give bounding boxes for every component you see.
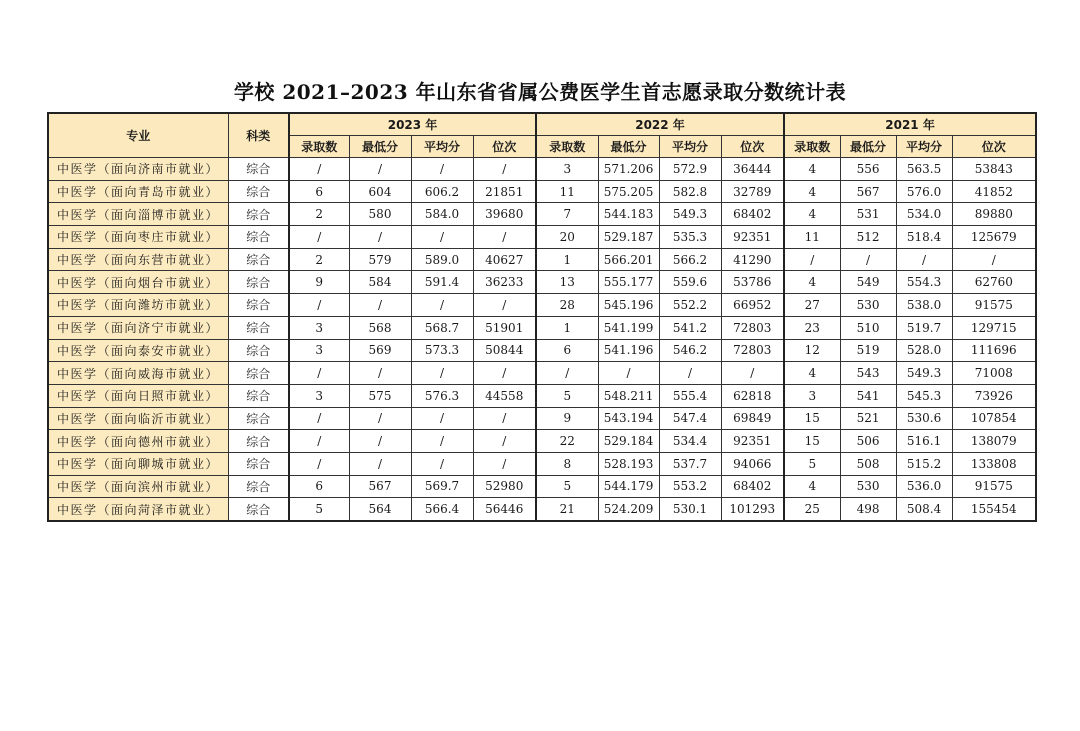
cell-rank-2023: 56446	[473, 498, 536, 521]
cell-admitted-2022: 5	[536, 475, 598, 498]
cell-avg-score-2021: 518.4	[896, 226, 952, 249]
admission-stats-table	[47, 112, 1037, 522]
cell-avg-score-2023: 569.7	[411, 475, 473, 498]
cell-avg-score-2022: 541.2	[659, 316, 721, 339]
cell-min-score-2023: 580	[349, 203, 411, 226]
subheader-min-score: 最低分	[598, 136, 659, 158]
table-row	[48, 226, 1036, 249]
header-category: 科类	[228, 113, 289, 158]
cell-rank-2021: 107854	[952, 407, 1036, 430]
cell-category: 综合	[228, 226, 289, 249]
cell-admitted-2023: /	[289, 452, 349, 475]
cell-major: 中医学（面向济宁市就业）	[48, 316, 228, 339]
cell-avg-score-2022: 535.3	[659, 226, 721, 249]
cell-category: 综合	[228, 362, 289, 385]
cell-rank-2023: 40627	[473, 248, 536, 271]
cell-avg-score-2021: 534.0	[896, 203, 952, 226]
cell-min-score-2022: 544.183	[598, 203, 659, 226]
cell-avg-score-2022: 572.9	[659, 158, 721, 181]
cell-admitted-2021: 25	[784, 498, 840, 521]
cell-rank-2022: 36444	[721, 158, 784, 181]
cell-admitted-2023: /	[289, 158, 349, 181]
cell-admitted-2022: 13	[536, 271, 598, 294]
cell-category: 综合	[228, 498, 289, 521]
cell-admitted-2021: 4	[784, 180, 840, 203]
cell-avg-score-2021: 576.0	[896, 180, 952, 203]
cell-admitted-2021: 15	[784, 430, 840, 453]
cell-rank-2021: 53843	[952, 158, 1036, 181]
cell-avg-score-2021: 530.6	[896, 407, 952, 430]
cell-min-score-2022: 575.205	[598, 180, 659, 203]
cell-min-score-2021: 506	[840, 430, 896, 453]
cell-rank-2022: 72803	[721, 339, 784, 362]
cell-admitted-2023: 9	[289, 271, 349, 294]
cell-avg-score-2023: /	[411, 294, 473, 317]
cell-rank-2023: 44558	[473, 384, 536, 407]
cell-rank-2022: 69849	[721, 407, 784, 430]
cell-rank-2023: /	[473, 158, 536, 181]
cell-admitted-2023: /	[289, 407, 349, 430]
cell-min-score-2023: 584	[349, 271, 411, 294]
cell-avg-score-2023: 589.0	[411, 248, 473, 271]
cell-min-score-2022: 544.179	[598, 475, 659, 498]
cell-avg-score-2023: /	[411, 226, 473, 249]
cell-admitted-2021: 11	[784, 226, 840, 249]
cell-rank-2021: 41852	[952, 180, 1036, 203]
cell-min-score-2023: /	[349, 294, 411, 317]
cell-rank-2022: 68402	[721, 475, 784, 498]
cell-admitted-2021: 4	[784, 203, 840, 226]
cell-avg-score-2023: 606.2	[411, 180, 473, 203]
cell-admitted-2023: 3	[289, 339, 349, 362]
cell-min-score-2022: 541.199	[598, 316, 659, 339]
cell-admitted-2021: 27	[784, 294, 840, 317]
cell-min-score-2023: 567	[349, 475, 411, 498]
cell-min-score-2021: 510	[840, 316, 896, 339]
table-row	[48, 271, 1036, 294]
cell-rank-2023: 39680	[473, 203, 536, 226]
subheader-admitted: 录取数	[289, 136, 349, 158]
cell-category: 综合	[228, 452, 289, 475]
cell-rank-2023: /	[473, 294, 536, 317]
cell-admitted-2022: 3	[536, 158, 598, 181]
cell-admitted-2021: 5	[784, 452, 840, 475]
table-row	[48, 384, 1036, 407]
cell-min-score-2021: 519	[840, 339, 896, 362]
header-year-2023: 2023 年	[289, 113, 536, 136]
cell-min-score-2021: 521	[840, 407, 896, 430]
cell-min-score-2023: 604	[349, 180, 411, 203]
cell-admitted-2023: /	[289, 430, 349, 453]
cell-category: 综合	[228, 158, 289, 181]
cell-admitted-2022: 20	[536, 226, 598, 249]
subheader-min-score: 最低分	[840, 136, 896, 158]
cell-min-score-2022: 548.211	[598, 384, 659, 407]
cell-avg-score-2021: 536.0	[896, 475, 952, 498]
table-row	[48, 203, 1036, 226]
cell-avg-score-2022: 582.8	[659, 180, 721, 203]
cell-min-score-2022: 555.177	[598, 271, 659, 294]
cell-major: 中医学（面向威海市就业）	[48, 362, 228, 385]
cell-rank-2022: 66952	[721, 294, 784, 317]
cell-admitted-2021: 4	[784, 362, 840, 385]
cell-major: 中医学（面向潍坊市就业）	[48, 294, 228, 317]
cell-rank-2022: 92351	[721, 430, 784, 453]
cell-min-score-2023: 579	[349, 248, 411, 271]
cell-min-score-2022: 545.196	[598, 294, 659, 317]
cell-min-score-2022: 529.187	[598, 226, 659, 249]
cell-avg-score-2021: 549.3	[896, 362, 952, 385]
table-row	[48, 294, 1036, 317]
cell-admitted-2023: 2	[289, 248, 349, 271]
cell-admitted-2021: 4	[784, 475, 840, 498]
cell-avg-score-2021: 563.5	[896, 158, 952, 181]
cell-avg-score-2021: 515.2	[896, 452, 952, 475]
cell-avg-score-2022: 552.2	[659, 294, 721, 317]
cell-rank-2023: /	[473, 452, 536, 475]
table-row	[48, 248, 1036, 271]
table-body	[48, 158, 1036, 522]
cell-rank-2021: /	[952, 248, 1036, 271]
cell-min-score-2023: 569	[349, 339, 411, 362]
cell-admitted-2021: 15	[784, 407, 840, 430]
cell-admitted-2021: 12	[784, 339, 840, 362]
cell-min-score-2022: /	[598, 362, 659, 385]
cell-avg-score-2023: 566.4	[411, 498, 473, 521]
cell-avg-score-2021: 554.3	[896, 271, 952, 294]
cell-min-score-2021: /	[840, 248, 896, 271]
cell-admitted-2023: /	[289, 226, 349, 249]
cell-admitted-2022: 22	[536, 430, 598, 453]
cell-avg-score-2023: 568.7	[411, 316, 473, 339]
cell-min-score-2021: 541	[840, 384, 896, 407]
cell-avg-score-2022: 547.4	[659, 407, 721, 430]
cell-min-score-2022: 529.184	[598, 430, 659, 453]
cell-avg-score-2022: 549.3	[659, 203, 721, 226]
cell-avg-score-2023: /	[411, 452, 473, 475]
header-major: 专业	[48, 113, 228, 158]
cell-min-score-2021: 567	[840, 180, 896, 203]
cell-min-score-2021: 556	[840, 158, 896, 181]
cell-category: 综合	[228, 475, 289, 498]
cell-major: 中医学（面向淄博市就业）	[48, 203, 228, 226]
cell-major: 中医学（面向烟台市就业）	[48, 271, 228, 294]
cell-major: 中医学（面向泰安市就业）	[48, 339, 228, 362]
cell-admitted-2022: 1	[536, 248, 598, 271]
cell-min-score-2023: 568	[349, 316, 411, 339]
cell-min-score-2023: /	[349, 430, 411, 453]
cell-admitted-2022: 6	[536, 339, 598, 362]
cell-major: 中医学（面向济南市就业）	[48, 158, 228, 181]
cell-avg-score-2023: 591.4	[411, 271, 473, 294]
cell-min-score-2023: /	[349, 362, 411, 385]
cell-major: 中医学（面向青岛市就业）	[48, 180, 228, 203]
cell-major: 中医学（面向临沂市就业）	[48, 407, 228, 430]
cell-rank-2023: /	[473, 407, 536, 430]
cell-min-score-2021: 530	[840, 475, 896, 498]
cell-min-score-2021: 543	[840, 362, 896, 385]
cell-rank-2023: /	[473, 362, 536, 385]
cell-avg-score-2022: 546.2	[659, 339, 721, 362]
cell-min-score-2021: 498	[840, 498, 896, 521]
cell-rank-2021: 155454	[952, 498, 1036, 521]
cell-rank-2022: 94066	[721, 452, 784, 475]
cell-avg-score-2022: 555.4	[659, 384, 721, 407]
cell-admitted-2022: /	[536, 362, 598, 385]
cell-avg-score-2022: 534.4	[659, 430, 721, 453]
table-row	[48, 180, 1036, 203]
cell-category: 综合	[228, 180, 289, 203]
table-row	[48, 339, 1036, 362]
table-row	[48, 407, 1036, 430]
cell-avg-score-2021: 519.7	[896, 316, 952, 339]
cell-admitted-2023: 5	[289, 498, 349, 521]
cell-rank-2023: /	[473, 226, 536, 249]
cell-rank-2023: 50844	[473, 339, 536, 362]
cell-category: 综合	[228, 316, 289, 339]
cell-rank-2022: 41290	[721, 248, 784, 271]
table-row	[48, 475, 1036, 498]
subheader-admitted: 录取数	[536, 136, 598, 158]
cell-admitted-2022: 28	[536, 294, 598, 317]
cell-admitted-2021: /	[784, 248, 840, 271]
cell-rank-2022: /	[721, 362, 784, 385]
header-year-2022: 2022 年	[536, 113, 784, 136]
table-row	[48, 452, 1036, 475]
cell-avg-score-2023: /	[411, 407, 473, 430]
cell-avg-score-2023: /	[411, 362, 473, 385]
cell-avg-score-2022: 553.2	[659, 475, 721, 498]
cell-min-score-2023: /	[349, 452, 411, 475]
cell-avg-score-2021: 538.0	[896, 294, 952, 317]
cell-min-score-2021: 530	[840, 294, 896, 317]
header-year-2021: 2021 年	[784, 113, 1036, 136]
cell-rank-2022: 53786	[721, 271, 784, 294]
cell-rank-2021: 91575	[952, 475, 1036, 498]
cell-major: 中医学（面向枣庄市就业）	[48, 226, 228, 249]
subheader-admitted: 录取数	[784, 136, 840, 158]
cell-rank-2022: 72803	[721, 316, 784, 339]
cell-rank-2023: 36233	[473, 271, 536, 294]
cell-admitted-2023: 3	[289, 316, 349, 339]
cell-min-score-2023: 564	[349, 498, 411, 521]
subheader-rank: 位次	[952, 136, 1036, 158]
cell-avg-score-2022: /	[659, 362, 721, 385]
cell-rank-2022: 62818	[721, 384, 784, 407]
cell-rank-2023: /	[473, 430, 536, 453]
subheader-rank: 位次	[721, 136, 784, 158]
cell-min-score-2021: 531	[840, 203, 896, 226]
cell-avg-score-2021: 545.3	[896, 384, 952, 407]
cell-rank-2021: 71008	[952, 362, 1036, 385]
cell-admitted-2023: 2	[289, 203, 349, 226]
cell-admitted-2023: /	[289, 294, 349, 317]
cell-rank-2022: 32789	[721, 180, 784, 203]
cell-avg-score-2023: /	[411, 430, 473, 453]
subheader-rank: 位次	[473, 136, 536, 158]
cell-admitted-2023: 3	[289, 384, 349, 407]
subheader-min-score: 最低分	[349, 136, 411, 158]
cell-major: 中医学（面向日照市就业）	[48, 384, 228, 407]
cell-min-score-2023: /	[349, 407, 411, 430]
subheader-avg-score: 平均分	[659, 136, 721, 158]
page-title: 学校 2021–2023 年山东省省属公费医学生首志愿录取分数统计表	[233, 80, 847, 104]
cell-admitted-2022: 21	[536, 498, 598, 521]
cell-rank-2021: 129715	[952, 316, 1036, 339]
cell-min-score-2021: 549	[840, 271, 896, 294]
cell-min-score-2023: 575	[349, 384, 411, 407]
cell-avg-score-2022: 530.1	[659, 498, 721, 521]
cell-rank-2022: 92351	[721, 226, 784, 249]
cell-avg-score-2022: 566.2	[659, 248, 721, 271]
cell-avg-score-2023: 576.3	[411, 384, 473, 407]
cell-rank-2021: 62760	[952, 271, 1036, 294]
cell-admitted-2021: 23	[784, 316, 840, 339]
table-row	[48, 498, 1036, 521]
cell-rank-2021: 111696	[952, 339, 1036, 362]
cell-category: 综合	[228, 430, 289, 453]
cell-rank-2023: 52980	[473, 475, 536, 498]
cell-min-score-2022: 566.201	[598, 248, 659, 271]
cell-avg-score-2021: 516.1	[896, 430, 952, 453]
cell-major: 中医学（面向菏泽市就业）	[48, 498, 228, 521]
cell-min-score-2022: 528.193	[598, 452, 659, 475]
cell-category: 综合	[228, 339, 289, 362]
cell-admitted-2022: 9	[536, 407, 598, 430]
cell-min-score-2022: 541.196	[598, 339, 659, 362]
cell-major: 中医学（面向滨州市就业）	[48, 475, 228, 498]
cell-admitted-2022: 7	[536, 203, 598, 226]
cell-avg-score-2023: 584.0	[411, 203, 473, 226]
table-row	[48, 316, 1036, 339]
cell-category: 综合	[228, 294, 289, 317]
table-row	[48, 362, 1036, 385]
subheader-avg-score: 平均分	[411, 136, 473, 158]
cell-major: 中医学（面向东营市就业）	[48, 248, 228, 271]
cell-admitted-2023: 6	[289, 180, 349, 203]
cell-avg-score-2021: 528.0	[896, 339, 952, 362]
cell-admitted-2022: 5	[536, 384, 598, 407]
cell-category: 综合	[228, 271, 289, 294]
cell-category: 综合	[228, 203, 289, 226]
cell-major: 中医学（面向德州市就业）	[48, 430, 228, 453]
cell-min-score-2021: 512	[840, 226, 896, 249]
cell-rank-2021: 133808	[952, 452, 1036, 475]
cell-min-score-2021: 508	[840, 452, 896, 475]
cell-admitted-2022: 8	[536, 452, 598, 475]
cell-major: 中医学（面向聊城市就业）	[48, 452, 228, 475]
cell-min-score-2022: 543.194	[598, 407, 659, 430]
cell-rank-2021: 138079	[952, 430, 1036, 453]
cell-min-score-2022: 571.206	[598, 158, 659, 181]
cell-avg-score-2021: /	[896, 248, 952, 271]
cell-rank-2021: 91575	[952, 294, 1036, 317]
cell-rank-2023: 21851	[473, 180, 536, 203]
cell-rank-2023: 51901	[473, 316, 536, 339]
cell-category: 综合	[228, 384, 289, 407]
table-row	[48, 430, 1036, 453]
cell-rank-2022: 101293	[721, 498, 784, 521]
cell-avg-score-2023: /	[411, 158, 473, 181]
cell-admitted-2023: 6	[289, 475, 349, 498]
cell-admitted-2022: 11	[536, 180, 598, 203]
cell-admitted-2021: 3	[784, 384, 840, 407]
cell-avg-score-2023: 573.3	[411, 339, 473, 362]
cell-admitted-2022: 1	[536, 316, 598, 339]
cell-admitted-2023: /	[289, 362, 349, 385]
cell-category: 综合	[228, 407, 289, 430]
table-row	[48, 158, 1036, 181]
cell-min-score-2023: /	[349, 226, 411, 249]
cell-min-score-2023: /	[349, 158, 411, 181]
cell-rank-2022: 68402	[721, 203, 784, 226]
cell-admitted-2021: 4	[784, 158, 840, 181]
cell-min-score-2022: 524.209	[598, 498, 659, 521]
cell-rank-2021: 89880	[952, 203, 1036, 226]
table-header	[48, 113, 1036, 158]
subheader-avg-score: 平均分	[896, 136, 952, 158]
cell-avg-score-2022: 559.6	[659, 271, 721, 294]
cell-avg-score-2021: 508.4	[896, 498, 952, 521]
cell-category: 综合	[228, 248, 289, 271]
cell-avg-score-2022: 537.7	[659, 452, 721, 475]
cell-rank-2021: 73926	[952, 384, 1036, 407]
cell-rank-2021: 125679	[952, 226, 1036, 249]
cell-admitted-2021: 4	[784, 271, 840, 294]
